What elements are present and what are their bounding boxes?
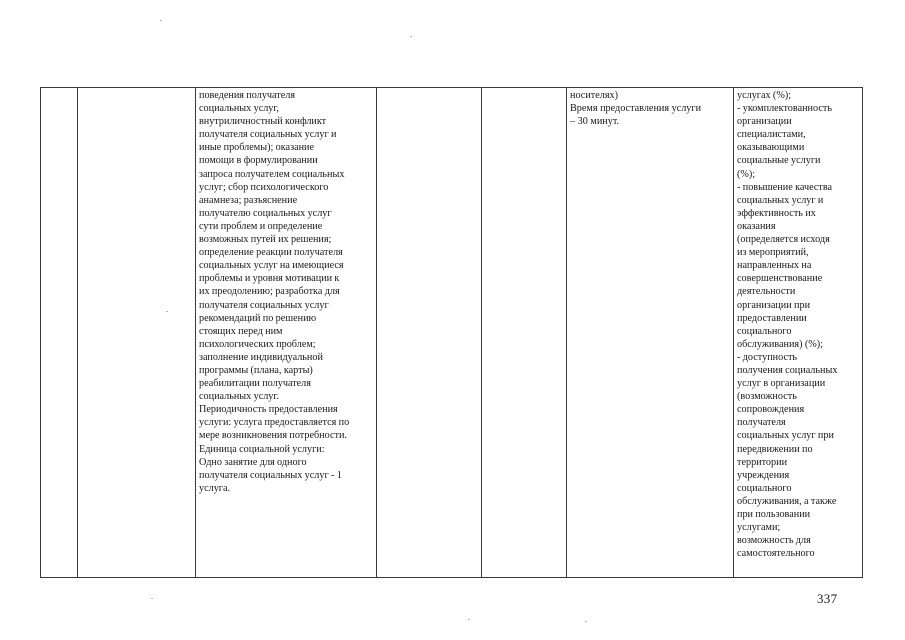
table-cell-empty-b <box>482 88 567 578</box>
table-row <box>41 88 863 578</box>
service-description-text: поведения получателя социальных услуг, внутриличностный конфликт получателя социальных услуг и иные проблемы); оказание помощи в формулировании запроса получателем социальных услуг; сбор психологического анамнеза; разъяснение получателю социальных услуг сути проблем и определение возможных путей их решения; определение реакции получателя социальных услуг на имеющиеся проблемы и уровня мотивации к их преодолению; разработка для получателя социальных услуг рекомендаций по решению стоящих перед ним психологических проблем; заполнение индивидуальной программы (плана, карты) реабилитации получателя социальных услуг. Периодичность предоставления услуги: услуга предоставляется по мере возникновения потребности. Единица социальной услуги: Одно занятие для одного получателя социальных услуг - 1 услуга. <box>199 90 350 494</box>
table-cell-service-name <box>78 88 196 578</box>
table-cell-conditions <box>567 88 734 578</box>
table-cell-empty-a <box>377 88 482 578</box>
scan-speck <box>410 36 412 37</box>
scan-speck <box>160 20 162 21</box>
table-cell-number <box>41 88 78 578</box>
scan-speck <box>151 598 153 599</box>
services-table <box>40 87 863 578</box>
scan-speck <box>468 619 470 620</box>
scan-speck <box>585 621 587 622</box>
table-cell-quality-indicators <box>734 88 863 578</box>
quality-indicators-text: услугах (%); - укомплектованность организации специалистами, оказывающими социальные услуги (%); - повышение качества социальных услуг и эффективность их оказания (определяется исходя из мероприятий, направленных на совершенствование деятельности организации при предоставлении социального обслуживания) (%); - доступность получения социальных услуг в организации (возможность сопровождения получателя социальных услуг при передвижении по территории учреждения социального обслуживания, а также при пользовании услугами; возможность для самостоятельного <box>737 90 838 560</box>
conditions-text: носителях) Время предоставления услуги – 30 минут. <box>570 90 702 128</box>
table-cell-service-description <box>196 88 377 578</box>
page-number: 337 <box>817 591 838 606</box>
